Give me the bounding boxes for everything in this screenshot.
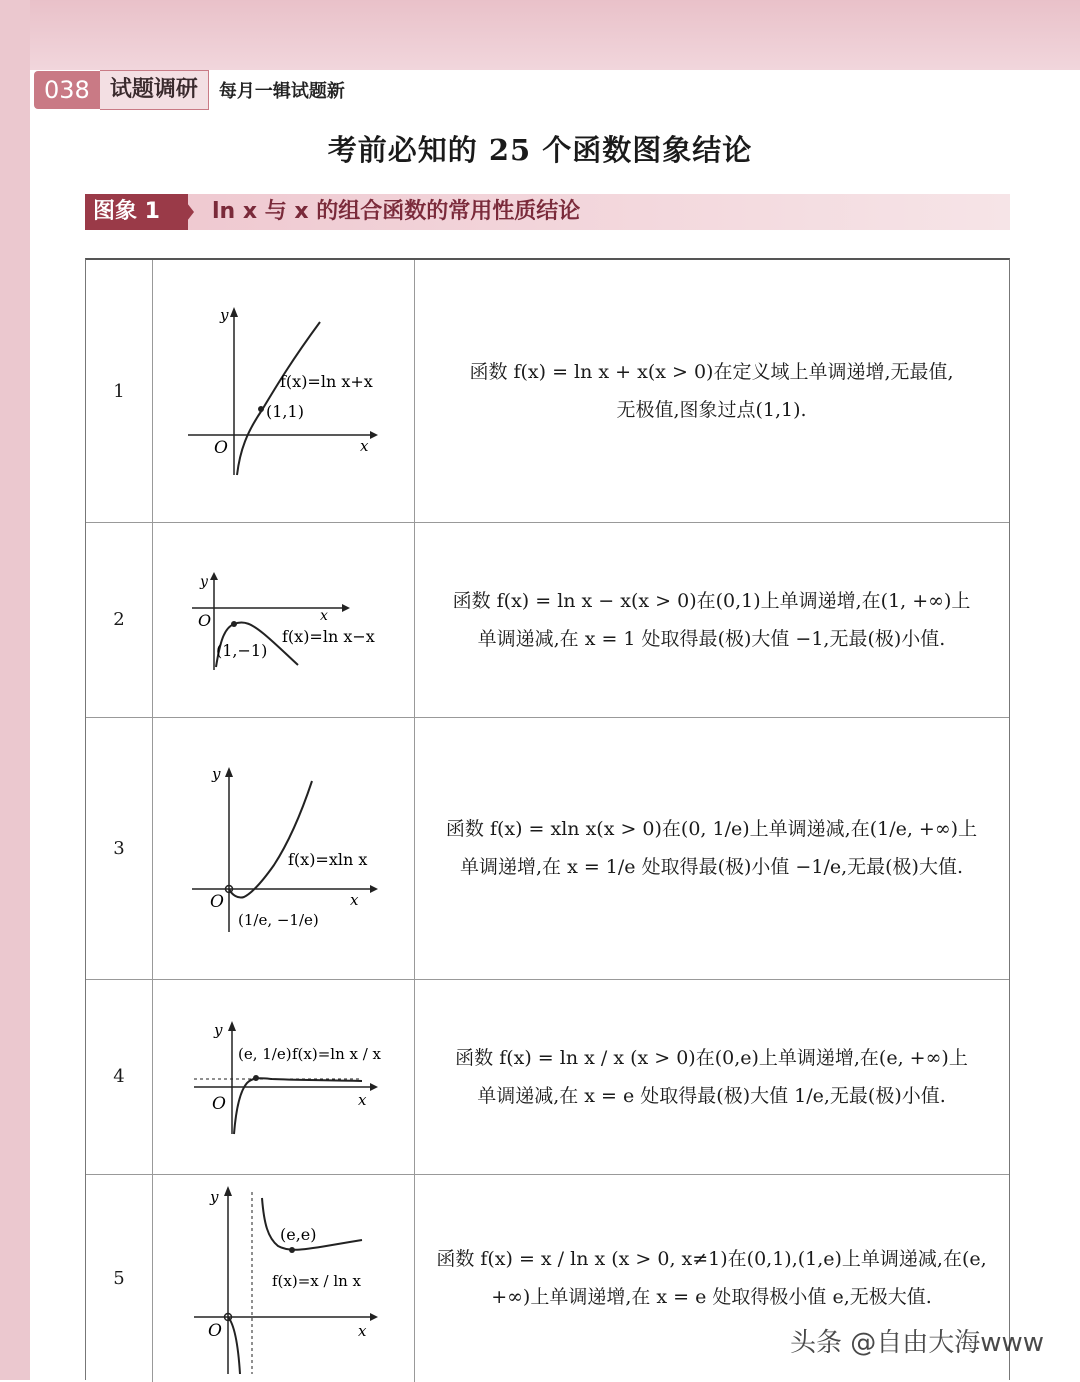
row-number: 5: [86, 1174, 153, 1382]
table-row: [86, 717, 1009, 980]
origin-label: O: [208, 1321, 222, 1341]
function-label: f(x)=x / ln x: [272, 1272, 362, 1290]
top-decorative-band: [0, 0, 1080, 70]
point-label: (e, 1/e): [238, 1045, 292, 1063]
origin-label: O: [212, 1094, 226, 1114]
function-graph: [152, 717, 415, 979]
text-line: 单调递减,在 x = 1 处取得最(极)大值 −1,无最(极)小值.: [477, 627, 946, 650]
function-graph: [152, 1174, 415, 1382]
conclusion-text: [414, 717, 1009, 979]
x-axis-label: x: [350, 891, 359, 909]
text-line: 函数 f(x) = ln x − x(x > 0)在(0,1)上单调递增,在(1, +∞)上: [452, 589, 971, 612]
text-line: 函数 f(x) = ln x + x(x > 0)在定义域上单调递增,无最值,: [469, 361, 954, 383]
origin-label: O: [210, 892, 224, 912]
y-axis-label: y: [200, 574, 208, 590]
y-axis-label: y: [212, 765, 221, 783]
function-graph: [152, 522, 415, 717]
y-axis-label: y: [220, 306, 229, 324]
point-label: (1/e, −1/e): [238, 911, 319, 929]
point-label: (1,−1): [216, 641, 268, 660]
text-line: 无极值,图象过点(1,1).: [616, 399, 807, 421]
y-axis-label: y: [210, 1188, 219, 1206]
conclusions-table: [85, 258, 1010, 1380]
table-row: [86, 260, 1009, 523]
watermark: 头条 @自由大海www: [790, 1328, 1045, 1358]
section-arrow-icon: [180, 194, 194, 230]
row-number: 1: [86, 260, 153, 522]
function-label: f(x)=ln x+x: [280, 372, 373, 391]
text-line: 函数 f(x) = xln x(x > 0)在(0, 1/e)上单调递减,在(1/e, +∞)上: [445, 818, 978, 840]
section-tag: 图象 1: [85, 194, 188, 230]
text-line: 单调递减,在 x = e 处取得最(极)大值 1/e,无最(极)小值.: [477, 1084, 946, 1107]
table-row: [86, 979, 1009, 1175]
function-graph: [152, 979, 415, 1174]
conclusion-text: [414, 522, 1009, 717]
function-label: f(x)=ln x / x: [292, 1045, 382, 1063]
series-name: 试题调研: [100, 70, 209, 110]
text-line: 函数 f(x) = ln x / x (x > 0)在(0,e)上单调递增,在(e, +∞)上: [455, 1046, 968, 1069]
function-label: f(x)=xln x: [288, 850, 368, 869]
table-row: [86, 522, 1009, 718]
row-number: 3: [86, 717, 153, 979]
document-title: 考前必知的 25 个函数图象结论: [327, 133, 753, 167]
point-label: (1,1): [266, 402, 304, 421]
row-number: 4: [86, 979, 153, 1174]
section-title: ln x 与 x 的组合函数的常用性质结论: [212, 199, 581, 224]
left-decorative-band: [0, 0, 30, 1380]
x-axis-label: x: [358, 1322, 367, 1340]
conclusion-text: [414, 260, 1009, 522]
origin-label: O: [214, 438, 228, 458]
text-line: 函数 f(x) = x / ln x (x > 0, x≠1)在(0,1),(1,e)上单调递减,在(e,: [436, 1248, 987, 1270]
y-axis-label: y: [214, 1021, 223, 1039]
page-number: 038: [34, 71, 100, 109]
text-line: +∞)上单调递增,在 x = e 处取得极小值 e,无极大值.: [491, 1286, 932, 1308]
x-axis-label: x: [320, 608, 328, 624]
x-axis-label: x: [360, 437, 369, 455]
page-header: [34, 70, 345, 110]
x-axis-label: x: [358, 1091, 367, 1109]
origin-label: O: [198, 611, 212, 630]
function-label: f(x)=ln x−x: [282, 627, 375, 646]
text-line: 单调递增,在 x = 1/e 处取得最(极)小值 −1/e,无最(极)大值.: [460, 856, 963, 878]
function-graph: [152, 260, 415, 522]
conclusion-text: [414, 979, 1009, 1174]
point-label: (e,e): [280, 1225, 317, 1244]
row-number: 2: [86, 522, 153, 717]
series-subtitle: 每月一辑试题新: [218, 81, 345, 102]
